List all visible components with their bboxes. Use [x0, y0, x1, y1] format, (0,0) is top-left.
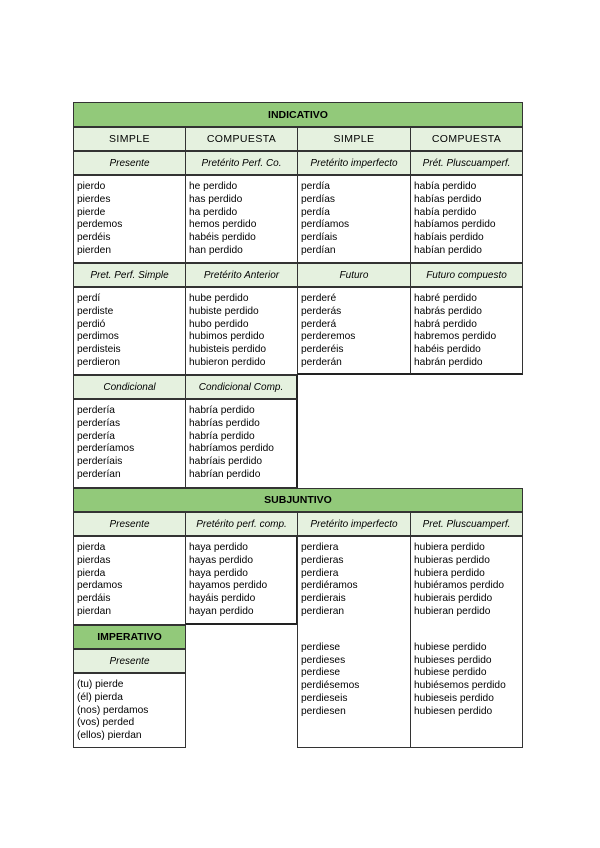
tense-presente: Presente [73, 151, 186, 175]
forms-preterito-anterior: hube perdido hubiste perdido hubo perdido hubimos perdido hubisteis perdido hubieron perdido [185, 287, 298, 375]
forms-pret-perf-simple: perdí perdiste perdió perdimos perdisteis perdieron [73, 287, 186, 375]
col-header-compuesta-2: COMPUESTA [410, 127, 523, 151]
tense-preterito-anterior: Pretérito Anterior [185, 263, 298, 287]
tense-pret-pluscuamperf: Prét. Pluscuamperf. [410, 151, 523, 175]
tense-subj-preterito-perf-comp: Pretérito perf. comp. [185, 512, 298, 536]
tense-imperativo-presente: Presente [73, 649, 186, 673]
forms-preterito-imperfecto: perdía perdías perdía perdíamos perdíais perdían [297, 175, 411, 263]
forms-subj-presente: pierda pierdas pierda perdamos perdáis pierdan [73, 536, 186, 625]
imperativo-header: IMPERATIVO [73, 625, 186, 649]
forms-subj-pret-pluscuamperf: hubiera perdido hubieras perdido hubiera perdido hubiéramos perdido hubierais perdido hubieran perdido hubiese perdido hubieses perdido hubiese perdido hubiésemos perdido hubieseis perdido hubiesen perdido [410, 536, 523, 748]
forms-preterito-perf-co: he perdido has perdido ha perdido hemos perdido habéis perdido han perdido [185, 175, 298, 263]
forms-condicional-comp: habría perdido habrías perdido habría perdido habríamos perdido habríais perdido habrían perdido [185, 399, 298, 488]
forms-imperativo: (tu) pierde (él) pierda (nos) perdamos (vos) perded (ellos) pierdan [73, 673, 186, 748]
tense-preterito-perf-co: Pretérito Perf. Co. [185, 151, 298, 175]
forms-presente: pierdo pierdes pierde perdemos perdéis pierden [73, 175, 186, 263]
forms-futuro-compuesto: habré perdido habrás perdido habrá perdido habremos perdido habéis perdido habrán perdido [410, 287, 523, 375]
indicativo-header: INDICATIVO [73, 102, 523, 127]
tense-condicional-comp: Condicional Comp. [185, 375, 298, 399]
tense-subj-preterito-imperfecto: Pretérito imperfecto [297, 512, 411, 536]
tense-pret-perf-simple: Pret. Perf. Simple [73, 263, 186, 287]
tense-futuro: Futuro [297, 263, 411, 287]
forms-pret-pluscuamperf: había perdido habías perdido había perdido habíamos perdido habíais perdido habían perdido [410, 175, 523, 263]
tense-subj-pret-pluscuamperf: Pret. Pluscuamperf. [410, 512, 523, 536]
col-header-compuesta-1: COMPUESTA [185, 127, 298, 151]
tense-subj-presente: Presente [73, 512, 186, 536]
forms-futuro: perderé perderás perderá perderemos perderéis perderán [297, 287, 411, 375]
tense-futuro-compuesto: Futuro compuesto [410, 263, 523, 287]
subjuntivo-header: SUBJUNTIVO [73, 488, 523, 512]
tense-preterito-imperfecto: Pretérito imperfecto [297, 151, 411, 175]
col-header-simple-1: SIMPLE [73, 127, 186, 151]
forms-condicional: perdería perderías perdería perderíamos perderíais perderían [73, 399, 186, 488]
forms-subj-preterito-imperfecto: perdiera perdieras perdiera perdiéramos perdierais perdieran perdiese perdieses perdiese perdiésemos perdieseis perdiesen [297, 536, 411, 748]
col-header-simple-2: SIMPLE [297, 127, 411, 151]
forms-subj-preterito-perf-comp: haya perdido hayas perdido haya perdido hayamos perdido hayáis perdido hayan perdido [185, 536, 298, 625]
tense-condicional: Condicional [73, 375, 186, 399]
